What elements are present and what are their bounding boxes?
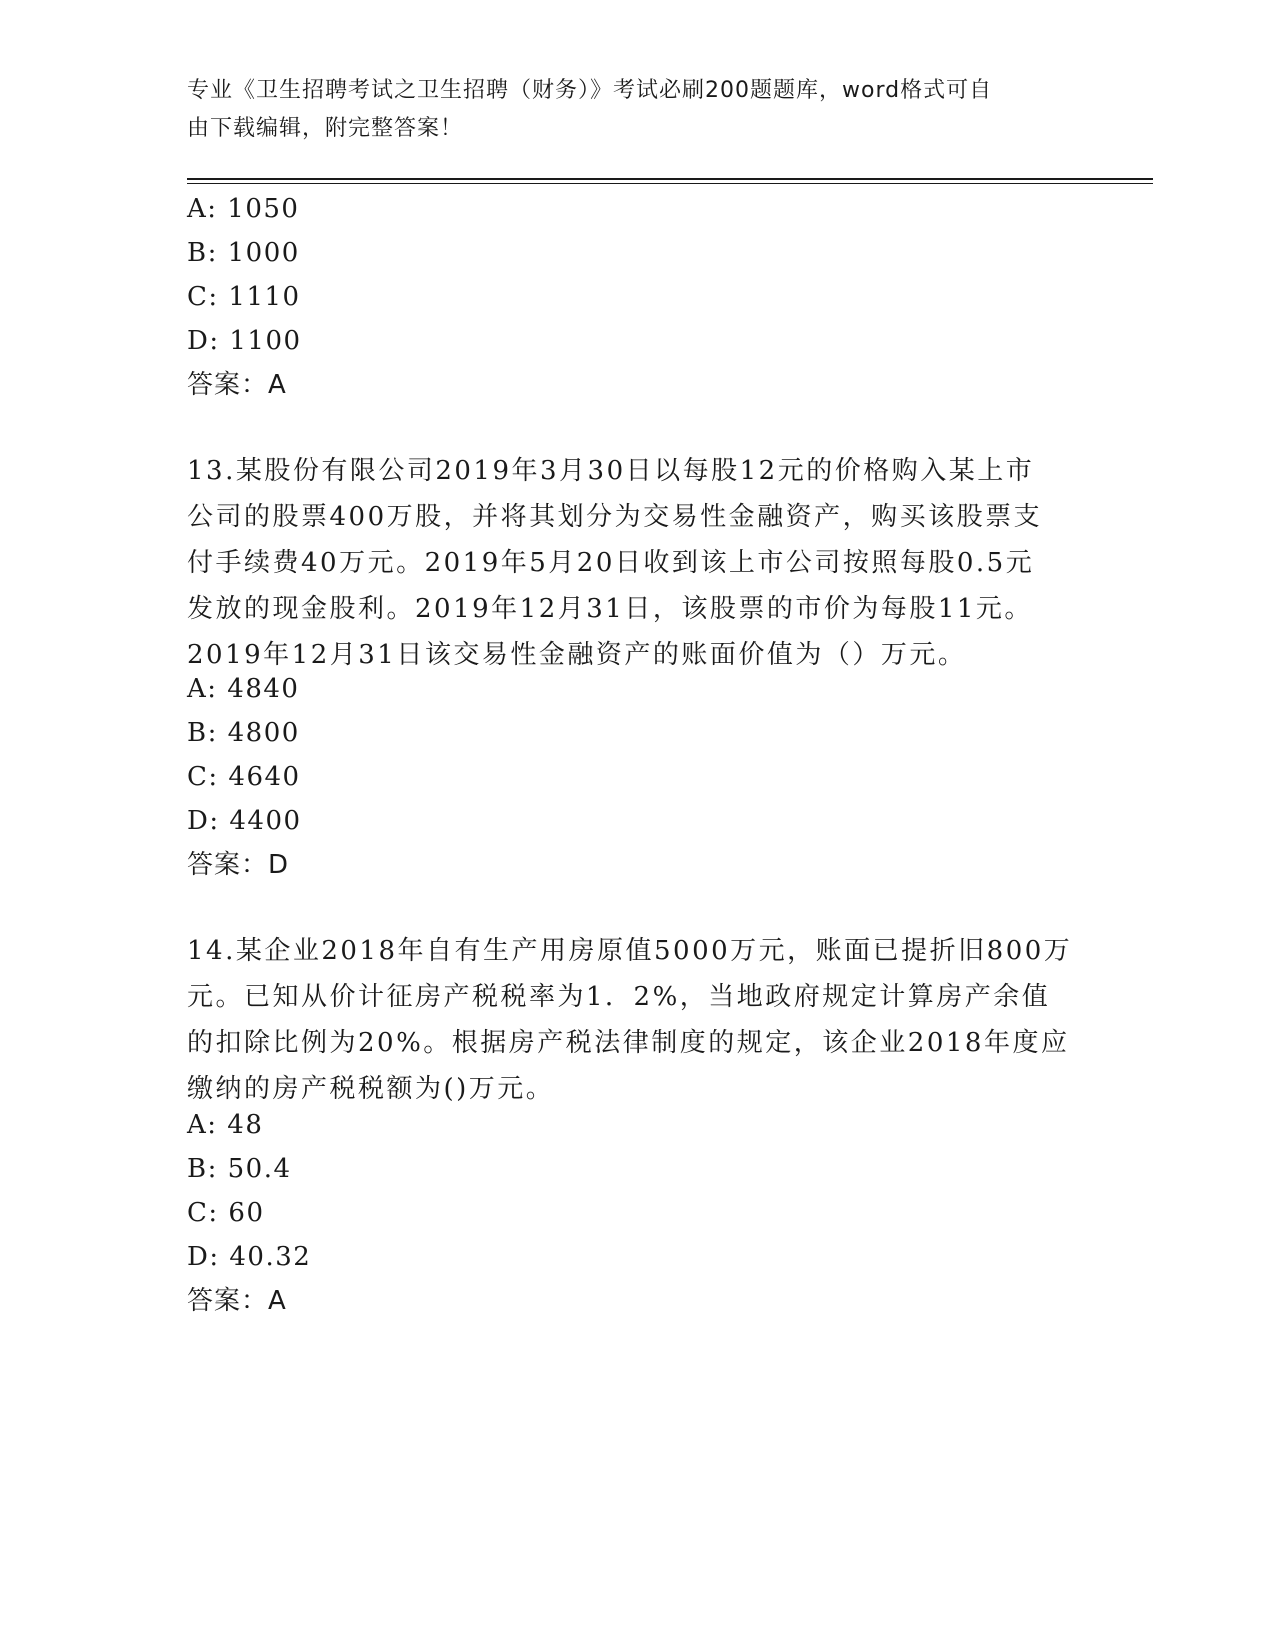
- document-header: [187, 72, 1067, 148]
- q14-stem-line: 的扣除比例为20%。根据房产税法律制度的规定，该企业2018年度应: [187, 1028, 1070, 1058]
- q14-answer: 答案：A: [187, 1286, 287, 1316]
- q13-answer: 答案：D: [187, 850, 290, 880]
- q14-option-b: B: 50.4: [187, 1154, 292, 1184]
- q13-stem-line: 付手续费40万元。2019年5月20日收到该上市公司按照每股0.5元: [187, 548, 1035, 578]
- q14-option-a: A: 48: [187, 1110, 264, 1140]
- header-line-1: 专业《卫生招聘考试之卫生招聘（财务）》考试必刷200题题库，word格式可自: [187, 78, 993, 103]
- q13-option-b: B: 4800: [187, 718, 300, 748]
- header-rule-thin: [187, 183, 1153, 184]
- q13-option-a: A: 4840: [187, 674, 300, 704]
- header-line-2: 由下载编辑，附完整答案！: [187, 116, 464, 141]
- q13-option-c: C: 4640: [187, 762, 301, 792]
- q13-stem: [187, 448, 1087, 678]
- q14-option-c: C: 60: [187, 1198, 265, 1228]
- q14-stem-line: 缴纳的房产税税额为()万元。: [187, 1074, 555, 1104]
- q13-stem-line: 13.某股份有限公司2019年3月30日以每股12元的价格购入某上市: [187, 456, 1035, 486]
- q13-stem-line: 2019年12月31日该交易性金融资产的账面价值为（）万元。: [187, 640, 967, 670]
- q12-option-d: D: 1100: [187, 326, 302, 356]
- q12-option-c: C: 1110: [187, 282, 301, 312]
- q14-stem: [187, 928, 1087, 1112]
- q14-stem-line: 14.某企业2018年自有生产用房原值5000万元，账面已提折旧800万: [187, 936, 1073, 966]
- q14-option-d: D: 40.32: [187, 1242, 312, 1272]
- q12-option-b: B: 1000: [187, 238, 300, 268]
- q12-option-a: A: 1050: [187, 194, 300, 224]
- q14-stem-line: 元。已知从价计征房产税税率为1．2%，当地政府规定计算房产余值: [187, 982, 1051, 1012]
- q12-answer: 答案：A: [187, 370, 287, 400]
- header-rule-thick: [187, 178, 1153, 180]
- q13-stem-line: 发放的现金股利。2019年12月31日，该股票的市价为每股11元。: [187, 594, 1033, 624]
- q13-option-d: D: 4400: [187, 806, 302, 836]
- q13-stem-line: 公司的股票400万股，并将其划分为交易性金融资产，购买该股票支: [187, 502, 1043, 532]
